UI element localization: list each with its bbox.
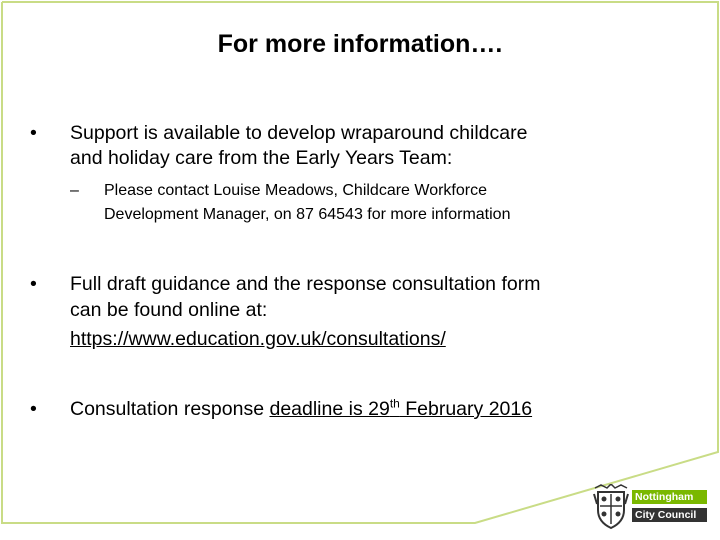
deadline-date-a: deadline is 29 — [269, 398, 390, 420]
nottingham-city-council-logo — [592, 484, 708, 530]
bullet-line: Full draft guidance and the response consultation form — [70, 273, 541, 295]
bullet-dot: • — [30, 273, 37, 295]
consultations-link[interactable]: https://www.education.gov.uk/consultations/ — [70, 328, 446, 350]
logo-line1: Nottingham — [632, 490, 707, 504]
bullet-line: Support is available to develop wraparound childcare — [70, 122, 528, 144]
deadline-prefix: Consultation response — [70, 398, 270, 420]
city-crest-icon — [592, 484, 630, 530]
deadline-text — [70, 397, 532, 422]
sub-bullet-line: Development Manager, on 87 64543 for more information — [104, 206, 511, 223]
deadline-date — [269, 398, 532, 420]
sub-bullet-line: Please contact Louise Meadows, Childcare Workforce — [104, 182, 487, 199]
logo-line2: City Council — [632, 508, 707, 522]
bullet-line: and holiday care from the Early Years Team: — [70, 147, 453, 169]
deadline-ordinal: th — [389, 396, 400, 411]
bullet-dot: • — [30, 122, 37, 144]
bullet-line: can be found online at: — [70, 299, 268, 321]
slide-title: For more information…. — [217, 30, 503, 58]
bullet-dot: • — [30, 398, 37, 420]
deadline-date-b: February 2016 — [399, 398, 533, 420]
sub-bullet-dash: – — [70, 182, 79, 199]
